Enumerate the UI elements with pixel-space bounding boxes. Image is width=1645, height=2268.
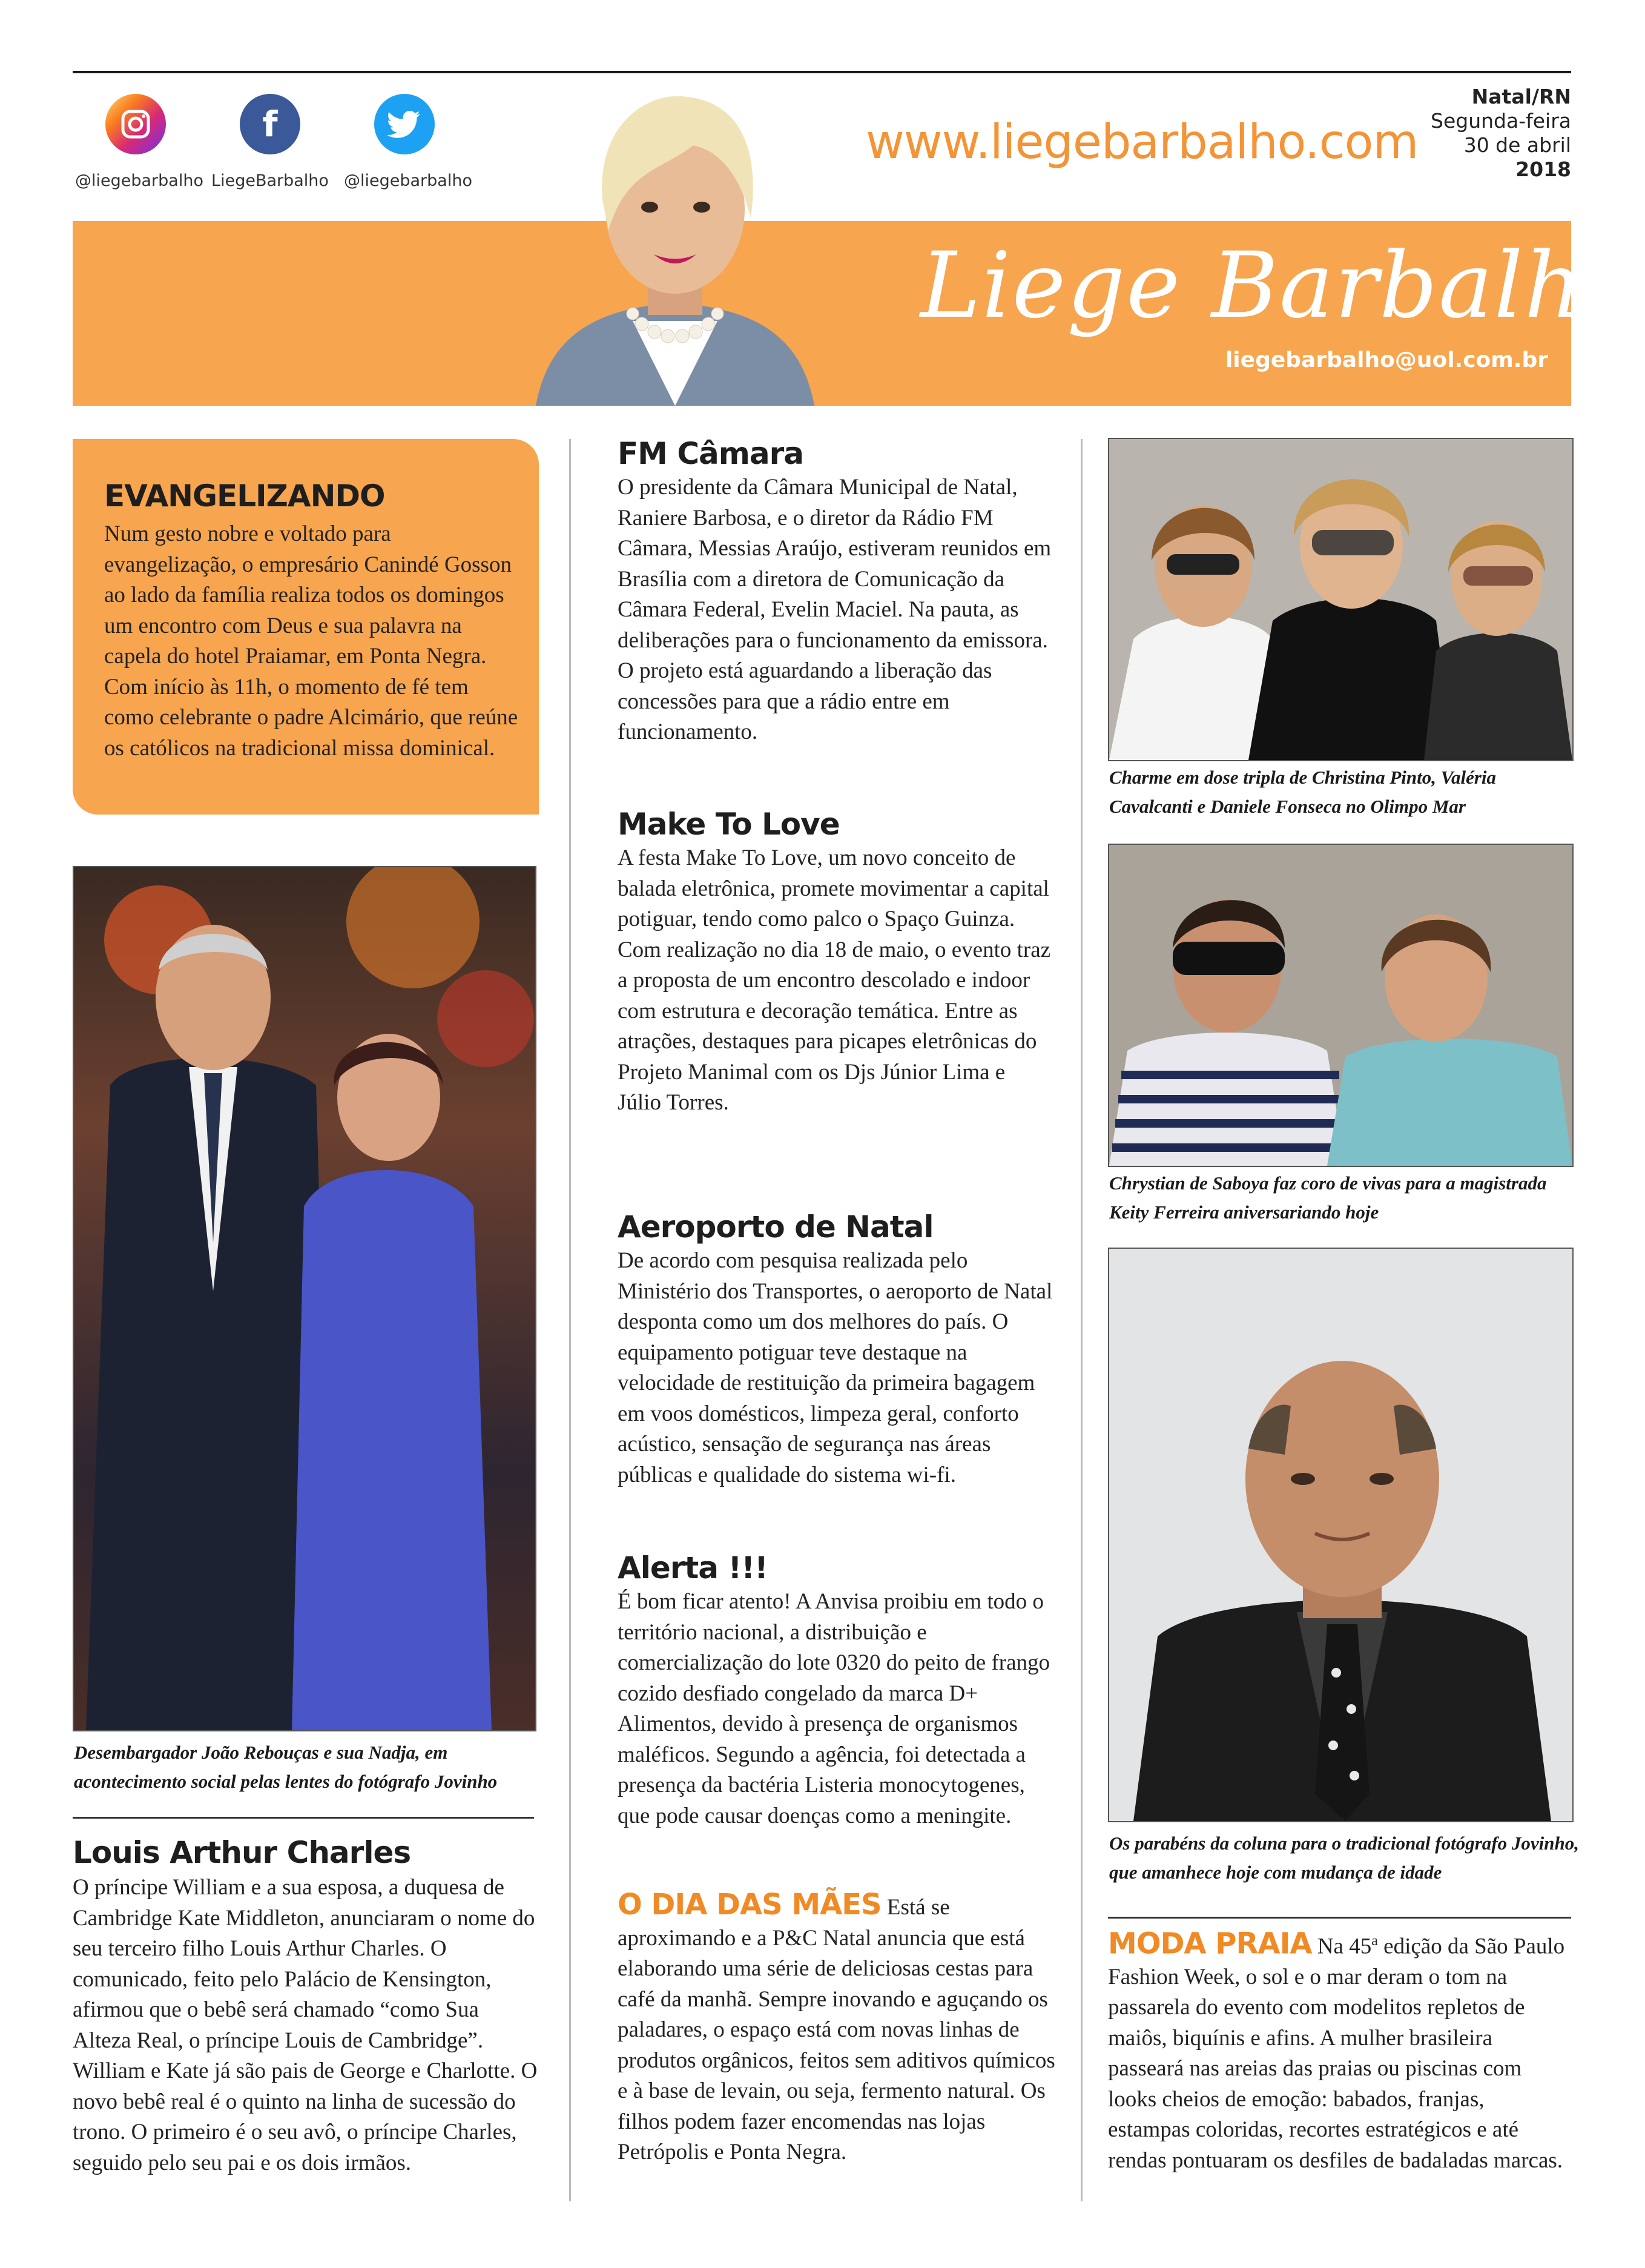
columnist-portrait — [512, 79, 839, 406]
couple-photo — [73, 866, 536, 1731]
column-divider — [569, 439, 571, 2201]
top-rule — [73, 71, 1571, 73]
chrystian-keity-photo — [1108, 844, 1574, 1167]
louis-heading: Louis Arthur Charles — [73, 1835, 411, 1870]
alerta-heading: Alerta !!! — [618, 1550, 768, 1585]
weekday: Segunda-feira — [1431, 109, 1571, 133]
facebook-handle: LiegeBarbalho — [211, 171, 329, 190]
dia-das-maes-text: Está se aproximando e a P&C Natal anuncia que está elaborando uma série de deliciosas cestas para café da manhã. Sempre inovando e aguçando os paladares, o espaço está com novas linhas de produtos orgânicos, feitos sem aditivos químicos e à base de levain, ou seja, fermento natural. Os filhos podem fazer encomendas nas lojas Petrópolis e Ponta Negra. — [618, 1895, 1055, 2164]
date: 30 de abril — [1463, 133, 1571, 157]
instagram-link[interactable] — [75, 94, 203, 190]
moda-praia-text-start: Na 45 — [1317, 1934, 1372, 1959]
aeroporto-heading: Aeroporto de Natal — [618, 1209, 934, 1245]
facebook-icon: f — [240, 94, 300, 154]
alerta-text: É bom ficar atento! A Anvisa proibiu em todo o território nacional, a distribuição e comercialização do lote 0320 do peito de frango cozido desfiado congelado da marca D+ Alimentos, devido à presença de organismos maléficos. Segundo a agência, foi detectada a presença da bactéria Listeria monocytogenes, que pode causar doenças como a meningite. — [618, 1589, 1050, 1828]
contact-email[interactable]: liegebarbalho@uol.com.br — [1225, 348, 1548, 372]
dia-das-maes-article — [618, 1889, 1057, 2168]
moda-praia-heading: MODA PRAIA — [1108, 1926, 1312, 1961]
photo-caption: Chrystian de Saboya faz coro de vivas para a magistrada Keity Ferreira aniversariando hoje — [1109, 1172, 1547, 1223]
city: Natal/RN — [1471, 85, 1571, 108]
evangelizando-heading: EVANGELIZANDO — [104, 478, 385, 514]
dateline — [1431, 85, 1571, 182]
fm-camara-text: O presidente da Câmara Municipal de Natal, Raniere Barbosa, e o diretor da Rádio FM Câmara, Messias Araújo, estiveram reunidos em Brasília com a diretora de Comunicação da Câmara Federal, Evelin Maciel. Na pauta, as deliberações para o funcionamento da emissora. O projeto está aguardando a liberação das concessões para que a rádio entre em funcionamento. — [618, 475, 1052, 744]
instagram-icon — [105, 94, 166, 154]
twitter-handle: @liegebarbalho — [344, 171, 472, 190]
fm-camara-heading: FM Câmara — [618, 436, 803, 471]
aeroporto-text: De acordo com pesquisa realizada pelo Ministério dos Transportes, o aeroporto de Natal desponta como um dos melhores do país. O equipamento potiguar teve destaque na velocidade de restituição da primeira bagagem em voos domésticos, limpeza geral, conforto acústico, sensação de segurança nas áreas públicas e qualidade do sistema wi-fi. — [618, 1248, 1053, 1487]
photo-caption: Desembargador João Rebouças e sua Nadja, em acontecimento social pelas lentes do fotógrafo Jovinho — [74, 1742, 498, 1792]
dia-das-maes-heading: O DIA DAS MÃES — [618, 1888, 882, 1922]
column-divider — [1081, 439, 1083, 2201]
instagram-handle: @liegebarbalho — [75, 171, 203, 190]
three-women-photo — [1108, 438, 1574, 761]
make-to-love-heading: Make To Love — [618, 807, 840, 842]
column-title: Liege Barbalho — [920, 233, 1640, 339]
website-link[interactable]: www.liegebarbalho.com — [866, 115, 1419, 170]
photo-caption: Os parabéns da coluna para o tradicional fotógrafo Jovinho, que amanhece hoje com mudança de idade — [1109, 1833, 1579, 1883]
year: 2018 — [1515, 157, 1571, 181]
photo-caption: Charme em dose tripla de Christina Pinto, Valéria Cavalcanti e Daniele Fonseca no Olimpo Mar — [1109, 767, 1497, 817]
moda-praia-text: edição da São Paulo Fashion Week, o sol e o mar deram o tom na passarela do evento com modelitos repletos de maiôs, biquínis e afins. A mulher brasileira passeará nas areias das praias ou piscinas com looks cheios de emoção: babados, franjas, estampas coloridas, recortes estratégicos e até rendas pontuaram os desfiles de badaladas marcas. — [1108, 1934, 1565, 2173]
moda-praia-article — [1108, 1926, 1571, 2176]
make-to-love-text: A festa Make To Love, um novo conceito de balada eletrônica, promete movimentar a capital potiguar, tendo como palco o Spaço Guinza. Com realização no dia 18 de maio, o evento traz a proposta de um encontro descolado e indoor com estrutura e decoração temática. Entre as atrações, destaques para picapes eletrônicas do Projeto Manimal com os Djs Júnior Lima e Júlio Torres. — [618, 845, 1051, 1115]
evangelizando-text: Num gesto nobre e voltado para evangelização, o empresário Canindé Gosson ao lado da família realiza todos os domingos um encontro com Deus e sua palavra na capela do hotel Praiamar, em Ponta Negra. Com início às 11h, o momento de fé tem como celebrante o padre Alcimário, que reúne os católicos na tradicional missa dominical. — [104, 521, 518, 761]
moda-praia-ordinal: a — [1371, 1933, 1378, 1949]
twitter-icon — [374, 94, 435, 154]
jovinho-portrait-photo — [1108, 1248, 1574, 1822]
louis-text: O príncipe William e a sua esposa, a duquesa de Cambridge Kate Middleton, anunciaram o nome do seu terceiro filho Louis Arthur Charles. O comunicado, feito pelo Palácio de Kensington, afirmou que o bebê será chamado “como Sua Alteza Real, o príncipe Louis de Cambridge”. William e Kate já são pais de George e Charlotte. O novo bebê real é o quinto na linha de sucessão do trono. O primeiro é o seu avô, o príncipe Charles, seguido pelo seu pai e os dois irmãos. — [73, 1875, 538, 2175]
facebook-link[interactable] — [209, 94, 331, 190]
section-divider — [73, 1817, 534, 1819]
twitter-link[interactable] — [344, 94, 472, 190]
section-divider — [1108, 1917, 1571, 1919]
